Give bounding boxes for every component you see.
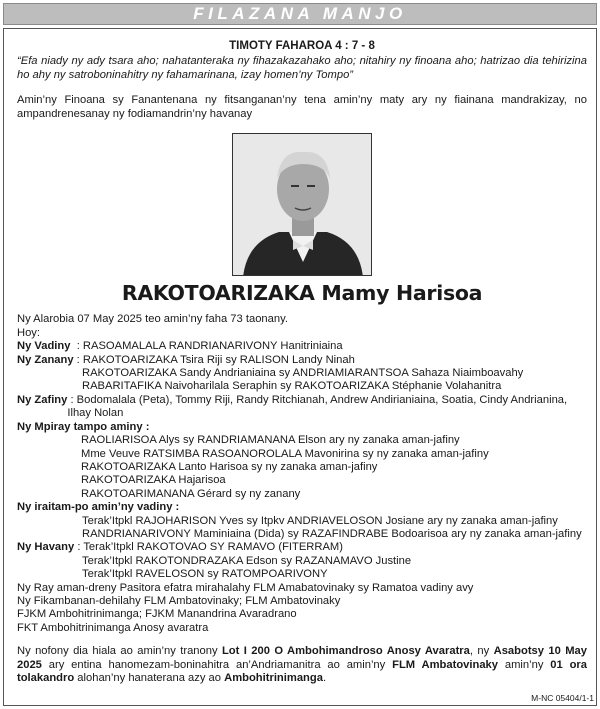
vadiny-text: : RASOAMALALA RANDRIANARIVONY Hanitriniaina (70, 340, 343, 353)
closing-paragraph (17, 645, 587, 685)
havany-label: Ny Havany (17, 541, 75, 554)
banner-title: FILAZANA MANJO (193, 4, 407, 24)
mpiray-line: RAKOTOARIZAKA Lanto Harisoa sy ny zanaka aman-jafiny (81, 460, 378, 473)
havany-row (17, 541, 587, 554)
closing-address: Lot I 200 O Ambohimandroso Anosy Avaratra (221, 645, 470, 658)
closing-church: FLM Ambatovinaky (392, 658, 499, 671)
havany-line: Terak’Itpkl RAVELOSON sy RATOMPOARIVONY (82, 568, 328, 581)
zanany-line: : RAKOTOARIZAKA Tsira Riji sy RALISON Landy Ninah (73, 353, 355, 366)
hoy-label: Hoy: (17, 326, 41, 339)
zafiny-label: Ny Zafiny (17, 393, 68, 406)
death-notice: Ny Alarobia 07 May 2025 teo amin’ny faha 73 taonany. (17, 313, 288, 326)
iraitampo-line: RANDRIANARIVONY Maminiaina (Dida) sy RAZAFINDRABE Bodoarisoa ary ny zanaka aman-jafiny (82, 527, 582, 540)
iraitampo-label: Ny iraitam-po amin’ny vadiny : (17, 501, 180, 514)
mpiray-line: Mme Veuve RATSIMBA RASOANOROLALA Mavonirina sy ny zanaka aman-jafiny (81, 447, 489, 460)
reference-code: M-NC 05404/1-1 (531, 692, 594, 703)
iraitampo-line: Terak’Itpkl RAJOHARISON Yves sy Itpkv ANDRIAVELOSON Josiane ary ny zanaka aman-jafiny (82, 514, 558, 527)
zanany-line: RAKOTOARIZAKA Sandy Andrianiaina sy ANDRIAMIARANTSOA Sahaza Niaimboavahy (82, 367, 524, 380)
vadiny-row (17, 340, 587, 353)
closing-text: alohan’ny hanaterana azy ao (74, 672, 225, 684)
mpiray-line: RAKOTOARIZAKA Hajarisoa (81, 474, 226, 487)
zanany-line: RABARITAFIKA Naivoharilala Seraphin sy RAKOTOARIZAKA Stéphanie Volahanitra (82, 380, 502, 393)
closing-text: Ny nofony dia hiala ao amin’ny tranony (17, 645, 222, 658)
closing-text: . (322, 672, 327, 684)
zanany-label: Ny Zanany (17, 353, 74, 366)
portrait-photo (232, 133, 372, 276)
zanany-row (17, 354, 587, 367)
havany-line: : Terak’Itpkl RAKOTOVAO SY RAMAVO (FITERRAM) (74, 541, 343, 554)
verse-text: “Efa niady ny ady tsara aho; nahatanteraka ny fihazakazahako aho; nitahiry ny finoana aho; hatrizao dia tehirizina ho ahy ny satroboninahitry ny fahamarinana, izay homen’ny Tompo” (17, 55, 587, 81)
mpiray-line: RAKOTOARIMANANA Gérard sy ny zanany (81, 487, 301, 500)
portrait-image (233, 134, 372, 276)
other-line: Ny Ray aman-dreny Pasitora efatra mirahalahy FLM Amabatovinaky sy Ramatoa vadiny avy (17, 581, 474, 594)
other-line: FJKM Ambohitrinimanga; FJKM Manandrina Avaradrano (17, 608, 297, 621)
deceased-name: RAKOTOARIZAKA Mamy Harisoa (121, 281, 483, 306)
mpiray-line: RAOLIARISOA Alys sy RANDRIAMANANA Elson ary ny zanaka aman-jafiny (81, 434, 460, 447)
closing-date: Asabotsy 10 May 2025 (17, 645, 587, 671)
closing-time: 01 ora tolakandro (17, 658, 587, 684)
verse-reference: TIMOTY FAHAROA 4 : 7 - 8 (229, 40, 375, 52)
other-line: FKT Ambohitrinimanga Anosy avaratra (17, 621, 209, 634)
closing-text: , ny (469, 645, 494, 658)
closing-text: ary entina hanomezam-boninahitra an’Andriamanitra ao amin’ny (41, 658, 393, 671)
havany-line: Terak’Itpkl RAKOTONDRAZAKA Edson sy RAZANAMAVO Justine (82, 554, 412, 567)
other-line: Ny Fikambanan-dehilahy FLM Ambatovinaky; FLM Ambatovinaky (17, 594, 341, 607)
zafiny-text: : Bodomalala (Peta), Tommy Riji, Randy Ritchianah, Andrew Andirianiaina, Soatia, Cindy Andrianina, Ilhay Nolan (67, 393, 571, 420)
closing-text: amin’ny (498, 658, 551, 671)
vadiny-label: Ny Vadiny (17, 340, 71, 353)
intro-paragraph: Amin’ny Finoana sy Fanantenana ny fitsanganan’ny tena amin’ny maty ary ny fiainana mandrakizay, no ampandrenesanay ny fodiamandrin’ny havanay (17, 94, 587, 120)
notice-content (17, 40, 587, 685)
header-banner (3, 3, 597, 25)
closing-place: Ambohitrinimanga (224, 672, 323, 684)
zafiny-row (17, 394, 587, 421)
mpiray-label: Ny Mpiray tampo aminy : (17, 420, 150, 433)
